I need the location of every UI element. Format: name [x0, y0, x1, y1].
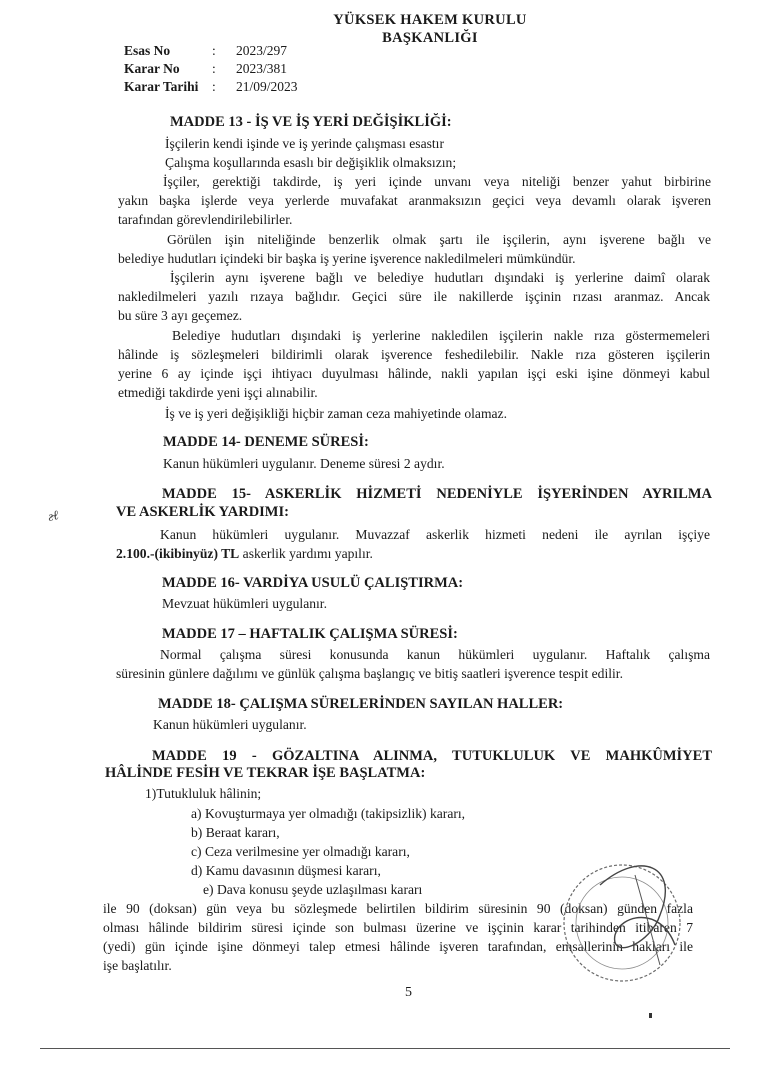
scan-mark — [649, 1013, 652, 1018]
text-line: işe başlatılır. — [103, 958, 172, 973]
text-line: Çalışma koşullarında esaslı bir değişiklik olmaksızın; — [165, 155, 457, 170]
text-line: Belediye hudutları dışındaki iş yerlerine nakledilen işçilerin nakle rıza göstermemeleri — [172, 328, 710, 343]
text-line: Kanun hükümleri uygulanır. Deneme süresi 2 aydır. — [163, 456, 445, 471]
article-14-title: MADDE 14- DENEME SÜRESİ: — [163, 434, 369, 450]
text-line: Normal çalışma süresi konusunda kanun hükümleri uygulanır. Haftalık çalışma — [160, 647, 710, 662]
meta-row: Karar No : 2023/381 — [124, 61, 288, 76]
list-item: e) Dava konusu şeyde uzlaşılması kararı — [203, 882, 423, 897]
meta-value: 2023/381 — [236, 61, 288, 76]
article-18-title: MADDE 18- ÇALIŞMA SÜRELERİNDEN SAYILAN HALLER: — [158, 696, 564, 712]
text-span: askerlik yardımı yapılır. — [239, 546, 373, 561]
footer-rule — [40, 1048, 730, 1049]
list-item: c) Ceza verilmesine yer olmadığı kararı, — [191, 844, 410, 859]
text-line: Kanun hükümleri uygulanır. — [153, 717, 307, 732]
text-line: Mevzuat hükümleri uygulanır. — [162, 596, 327, 611]
meta-row: Karar Tarihi : 21/09/2023 — [124, 79, 298, 94]
text-line: yerine 6 ay içinde işçi ihtiyacı duyulması hâlinde, nakli yapılan işçi eski işine dönmeyi kabul — [118, 366, 710, 381]
text-line: belediye hudutları içindeki bir başka iş yerine işverence nakledilmeleri mümkündür. — [118, 251, 576, 266]
list-item: a) Kovuşturmaya yer olmadığı (takipsizlik) kararı, — [191, 806, 466, 821]
article-17-title: MADDE 17 – HAFTALIK ÇALIŞMA SÜRESİ: — [162, 626, 458, 642]
article-13-title: MADDE 13 - İŞ VE İŞ YERİ DEĞİŞİKLİĞİ: — [170, 114, 452, 130]
article-16-title: MADDE 16- VARDİYA USULÜ ÇALIŞTIRMA: — [162, 575, 464, 591]
text-line: olması hâlinde bildirim süresi içinde son bulması üzerine ve işçinin karar tarihinden itibaren 7 — [103, 920, 693, 935]
text-line: ile 90 (doksan) gün veya bu sözleşmede belirtilen bildirim süresinin 90 (doksan) günden fazla — [103, 901, 693, 916]
text-line: İşçilerin kendi işinde ve iş yerinde çalışması esastır — [165, 136, 444, 151]
official-stamp-seal — [540, 845, 700, 995]
article-19-title: MADDE 19 - GÖZALTINA ALINMA, TUTUKLULUK VE MAHKÛMİYET — [152, 748, 712, 764]
article-19-title-cont: HÂLİNDE FESİH VE TEKRAR İŞE BAŞLATMA: — [105, 765, 426, 781]
meta-value: 2023/297 — [236, 43, 288, 58]
text-line: yakın başka işlerde veya yerlerde muvafakat aranmaksızın geçici veya devamlı olarak işveren — [118, 193, 711, 208]
text-line: nakledilmeleri yazılı rızaya bağlıdır. Geçici süre ile nakillerde işçinin rızası aranmaz. Ancak — [118, 289, 710, 304]
text-line: etmediği takdirde yeni işçi alınabilir. — [118, 385, 318, 400]
text-line: hâlinde iş sözleşmeleri bildirimli olarak işverence feshedilebilir. Nakle rıza gösteren işçilerin — [118, 347, 710, 362]
list-item: d) Kamu davasının düşmesi kararı, — [191, 863, 381, 878]
text-line: İş ve iş yeri değişikliği hiçbir zaman ceza mahiyetinde olamaz. — [165, 406, 507, 421]
text-line: Kanun hükümleri uygulanır. Muvazzaf askerlik hizmeti nedeni ile ayrılan işçiye — [160, 527, 710, 542]
header-org: YÜKSEK HAKEM KURULU — [333, 12, 527, 28]
meta-row: Esas No : 2023/297 — [124, 43, 288, 58]
meta-value: 21/09/2023 — [236, 79, 298, 94]
article-15-title-cont: VE ASKERLİK YARDIMI: — [116, 504, 289, 520]
text-line: İşçilerin aynı işverene bağlı ve belediye hudutları dışındaki iş yerlerine daimî olarak — [170, 270, 710, 285]
text-line: bu süre 3 ayı geçemez. — [118, 308, 243, 323]
list-item: b) Beraat kararı, — [191, 825, 280, 840]
meta-key: Karar No — [124, 61, 180, 76]
handwritten-initial: ƨ̶ℓ — [46, 507, 60, 524]
text-line: tarafından görevlendirilebilirler. — [118, 212, 293, 227]
amount: 2.100.-(ikibinyüz) TL — [116, 546, 240, 561]
text-line — [116, 544, 373, 563]
text-line: (yedi) gün içinde işine dönmeyi talep etmesi hâlinde işveren tarafından, emsallerinin hakları ile — [103, 939, 693, 954]
text-line: süresinin günlere dağılımı ve günlük çalışma başlangıç ve bitiş saatleri işverence tespit edilir. — [116, 666, 623, 681]
meta-key: Esas No — [124, 43, 171, 58]
meta-key: Karar Tarihi — [124, 79, 199, 94]
text-line: İşçiler, gerektiği takdirde, iş yeri içinde unvanı veya niteliği benzer yahut birbirine — [163, 174, 711, 189]
page-number: 5 — [405, 985, 412, 1000]
article-15-title: MADDE 15- ASKERLİK HİZMETİ NEDENİYLE İŞYERİNDEN AYRILMA — [162, 486, 712, 502]
text-line: Görülen işin niteliğinde benzerlik olmak şartı ile işçilerin, aynı işverene bağlı ve — [167, 232, 711, 247]
header-dept: BAŞKANLIĞI — [382, 30, 478, 46]
text-line: 1)Tutukluluk hâlinin; — [145, 786, 262, 801]
